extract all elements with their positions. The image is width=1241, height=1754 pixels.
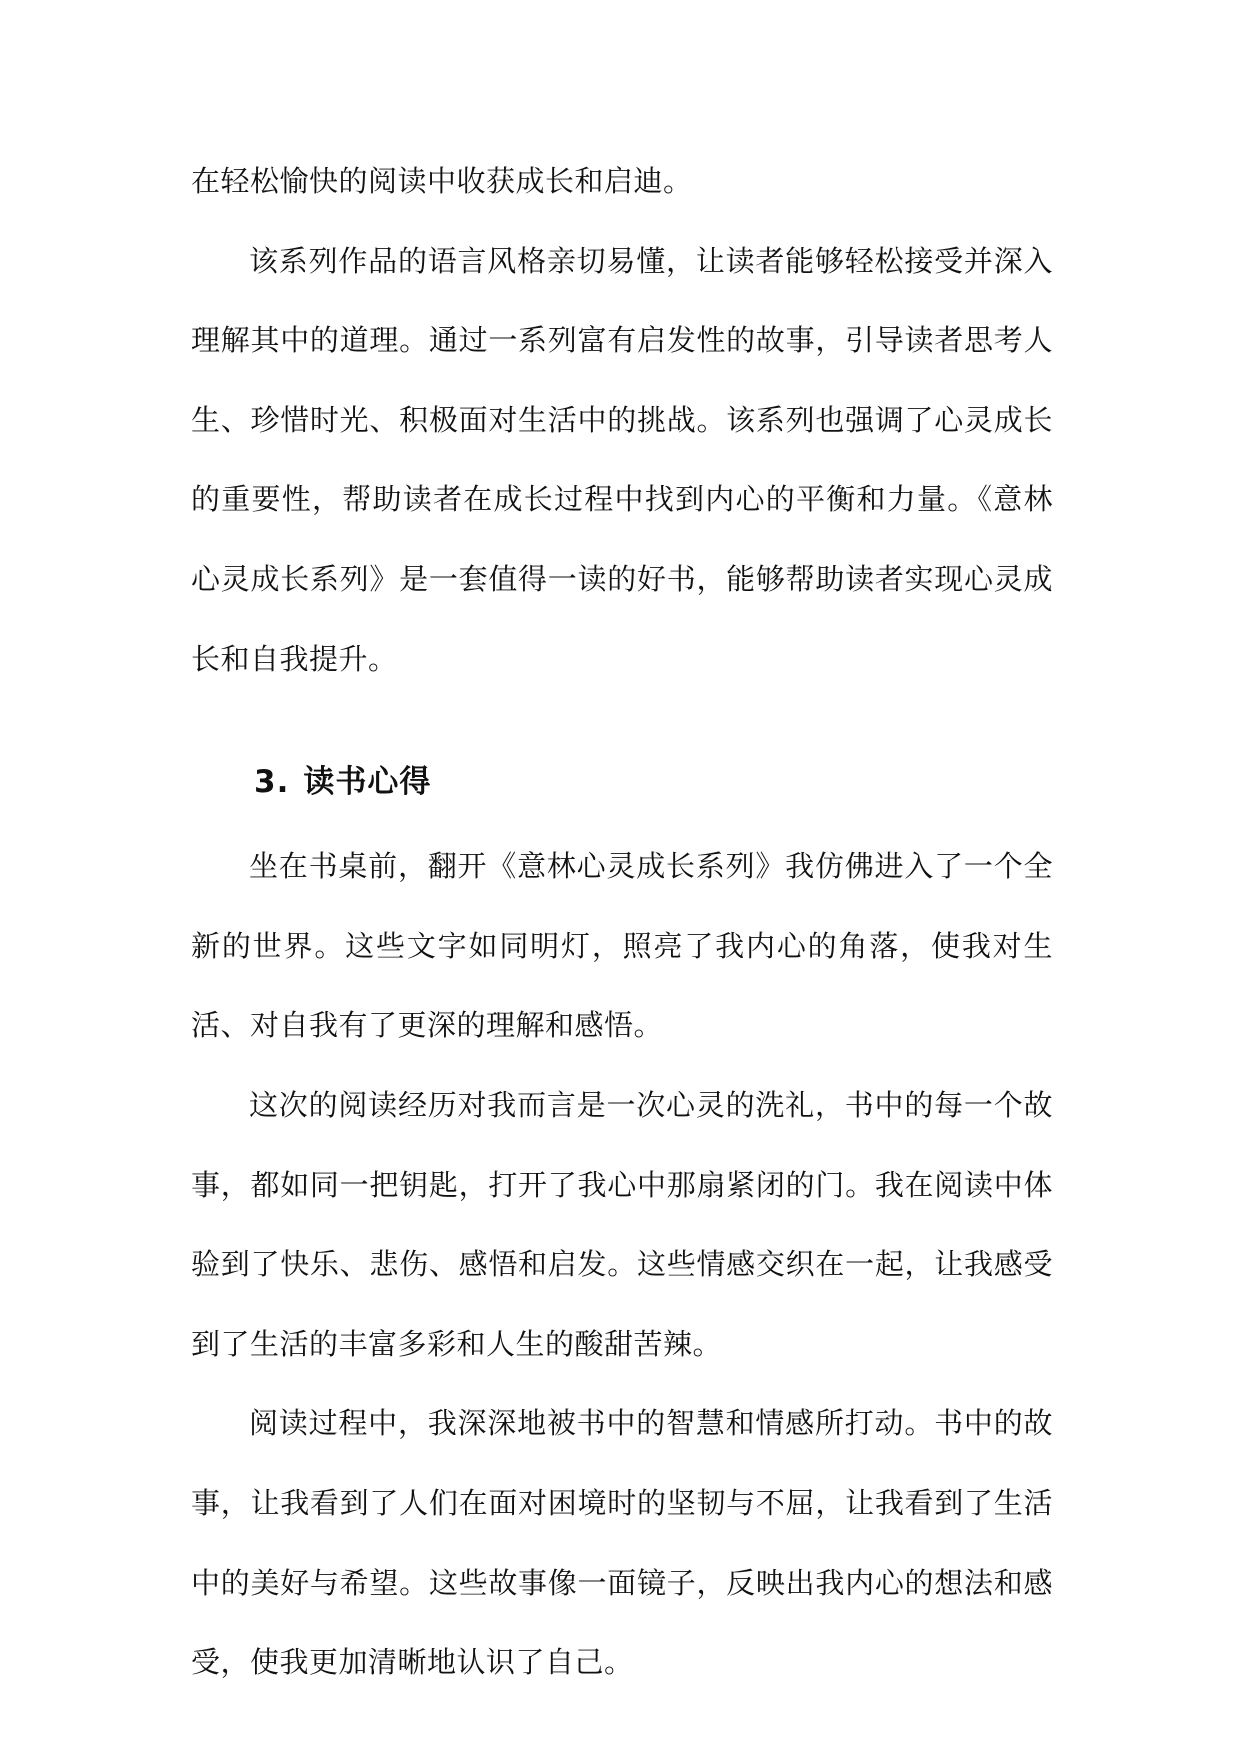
section-heading [191,742,1053,822]
document-body [191,142,1053,1703]
paragraph-reading-reflection: 阅读过程中，我深深地被书中的智慧和情感所打动。书中的故事，让我看到了人们在面对困境时的坚韧与不屈，让我看到了生活中的美好与希望。这些故事像一面镜子，反映出我内心的想法和感受，使我更加清晰地认识了自己。 [191,1406,1053,1680]
paragraph-series-summary: 该系列作品的语言风格亲切易懂，让读者能够轻松接受并深入理解其中的道理。通过一系列富有启发性的故事，引导读者思考人生、珍惜时光、积极面对生活中的挑战。该系列也强调了心灵成长的重要性，帮助读者在成长过程中找到内心的平衡和力量。《意林心灵成长系列》是一套值得一读的好书，能够帮助读者实现心灵成长和自我提升。 [191,243,1053,676]
paragraph-continuation: 在轻松愉快的阅读中收获成长和启迪。 [191,164,693,198]
section-title: 读书心得 [303,764,432,801]
paragraph-reading-start: 坐在书桌前，翻开《意林心灵成长系列》我仿佛进入了一个全新的世界。这些文字如同明灯，照亮了我内心的角落，使我对生活、对自我有了更深的理解和感悟。 [191,849,1053,1043]
paragraph-reading-experience: 这次的阅读经历对我而言是一次心灵的洗礼，书中的每一个故事，都如同一把钥匙，打开了我心中那扇紧闭的门。我在阅读中体验到了快乐、悲伤、感悟和启发。这些情感交织在一起，让我感受到了生活的丰富多彩和人生的酸甜苦辣。 [191,1087,1053,1361]
section-number: 3. [254,764,290,801]
